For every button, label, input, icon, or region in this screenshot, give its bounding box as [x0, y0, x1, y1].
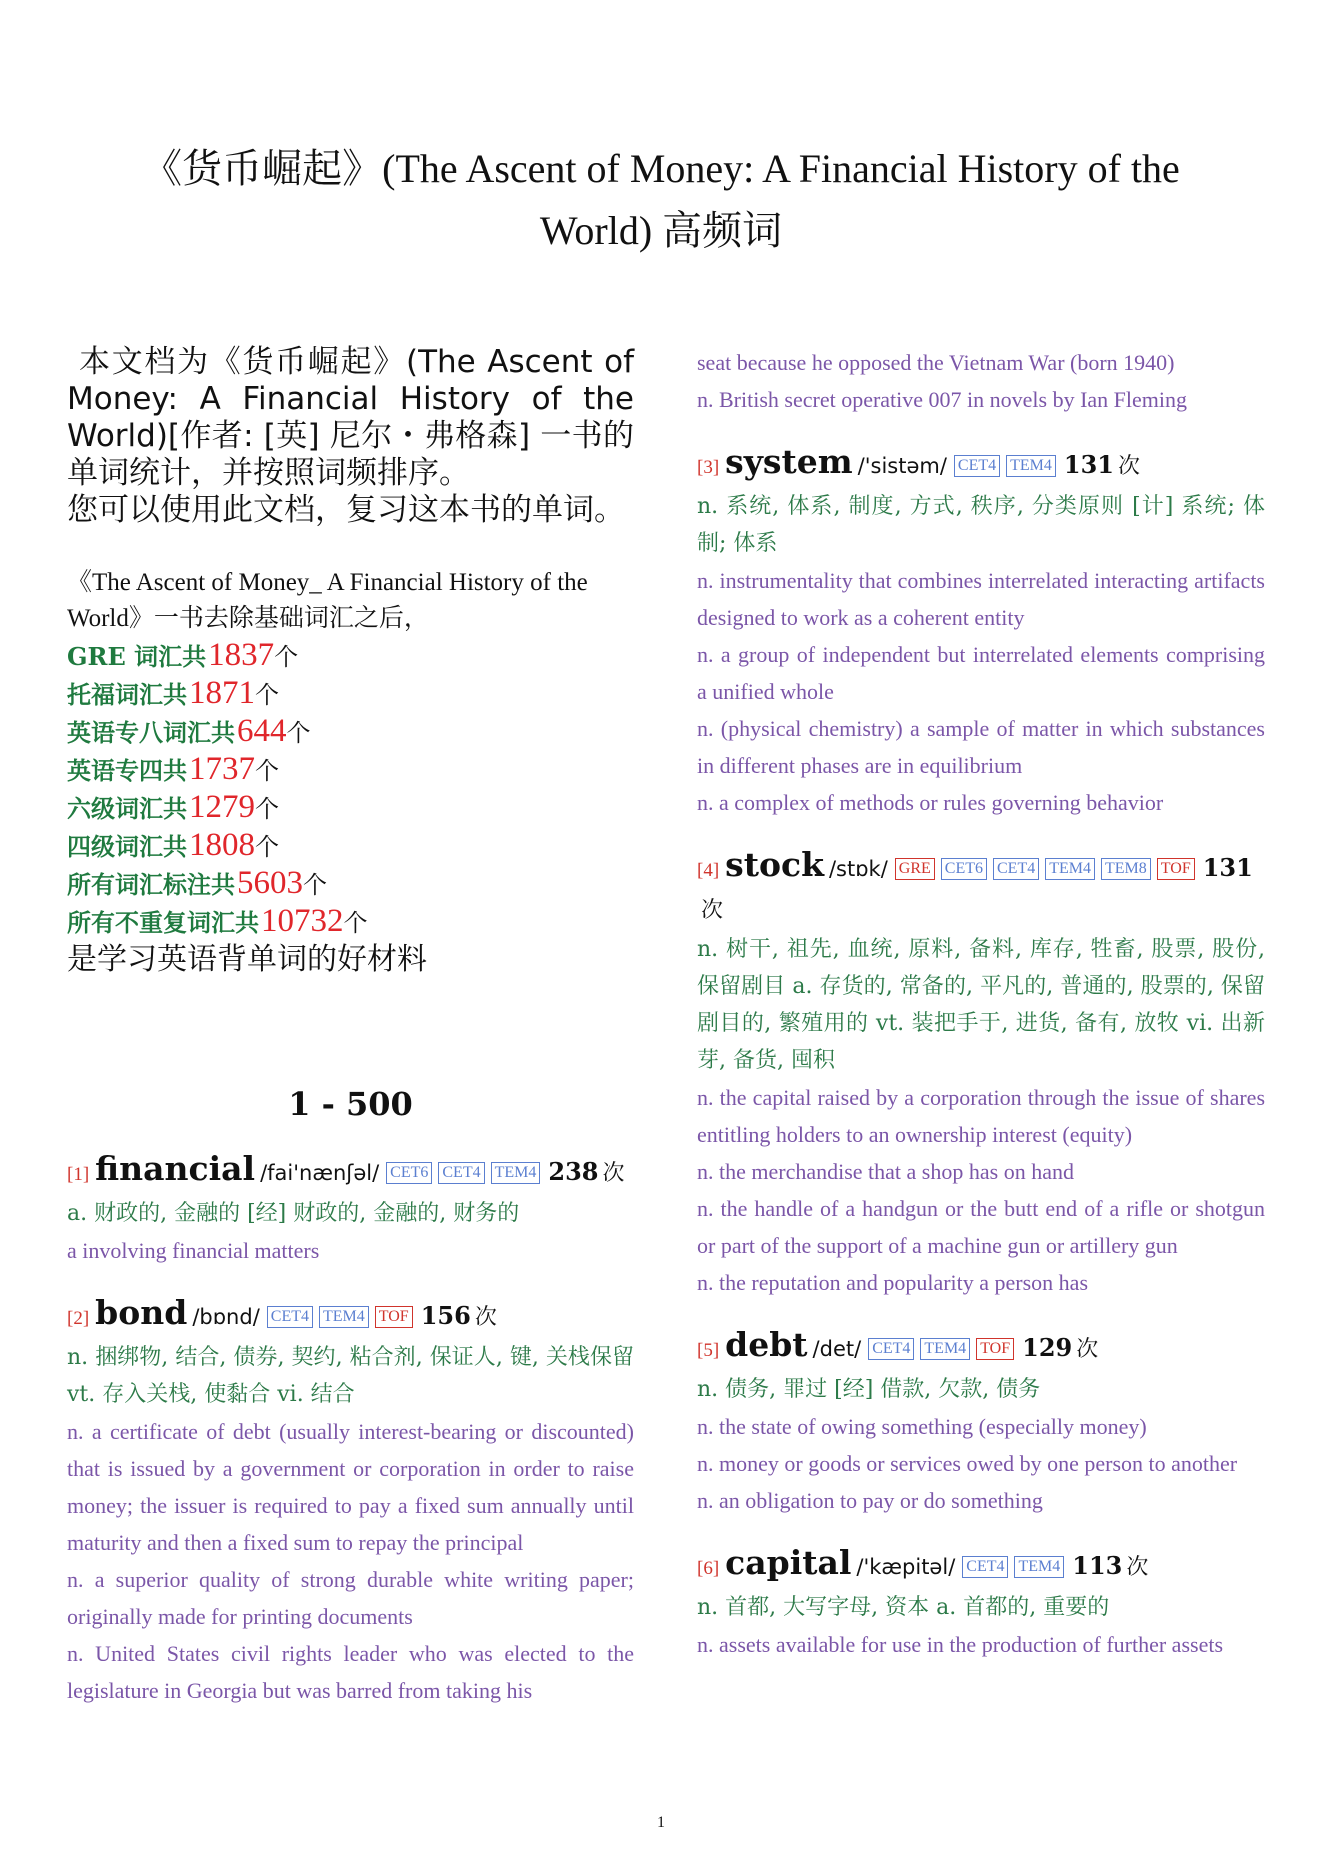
- summary-count: 5603: [237, 865, 303, 901]
- range-heading: 1 - 500: [288, 1085, 413, 1123]
- tag-tem4: TEM4: [1006, 455, 1056, 477]
- summary-unit: 个: [274, 643, 299, 671]
- summary-label: 英语专四共: [67, 756, 187, 785]
- entry-frequency: 131: [1202, 853, 1253, 882]
- page-number: 1: [657, 1814, 665, 1831]
- entry-frequency-unit: 次: [602, 1161, 625, 1186]
- tag-cet6: CET6: [386, 1162, 432, 1184]
- entry-frequency-unit: 次: [1076, 1337, 1099, 1362]
- entry-english-definition: n. the state of owing something (especially money): [697, 1414, 1147, 1439]
- summary-count: 1808: [189, 827, 255, 863]
- entry-phonetic: /'kæpitəl/: [856, 1555, 956, 1579]
- entry-word: debt: [725, 1325, 808, 1364]
- entry-english-definition: n. a group of independent but interrelated elements comprising a unified whole: [697, 642, 1265, 704]
- entry-word: capital: [725, 1543, 852, 1582]
- summary-unit: 个: [286, 719, 311, 747]
- word-entry-bond-continued: [697, 344, 1265, 418]
- tag-cet4: CET4: [868, 1338, 914, 1360]
- tag-cet4: CET4: [267, 1306, 313, 1328]
- entry-phonetic: /det/: [812, 1337, 862, 1361]
- entry-index: [6]: [697, 1558, 720, 1579]
- entry-english-definition: n. the reputation and popularity a person has: [697, 1270, 1089, 1295]
- entry-english-definition: n. (physical chemistry) a sample of matter in which substances in different phases are in equilibrium: [697, 716, 1265, 778]
- entry-chinese-definition: a. 财政的, 金融的 [经] 财政的, 金融的, 财务的: [67, 1201, 520, 1226]
- summary-label: 所有词汇标注共: [67, 870, 235, 899]
- tag-tem4: TEM4: [920, 1338, 970, 1360]
- entry-english-definition: n. money or goods or services owed by one person to another: [697, 1451, 1238, 1476]
- summary-unit: 个: [303, 871, 327, 899]
- entry-english-definition: seat because he opposed the Vietnam War (born 1940): [697, 350, 1175, 375]
- entry-index: [3]: [697, 457, 720, 478]
- summary-count: 10732: [261, 903, 344, 939]
- summary-count: 644: [237, 713, 287, 749]
- intro-line-1: 本文档为《货币崛起》(The Ascent of Money: A Financial History of the World)[作者: [英] 尼尔・弗格森] 一书的单词统计，并按照词频排序。: [67, 344, 634, 491]
- entry-head: [697, 1543, 1265, 1589]
- entry-english-definition: n. instrumentality that combines interrelated interacting artifacts designed to work as a coherent entity: [697, 568, 1265, 630]
- summary-count: 1871: [189, 675, 255, 711]
- entry-english-definition: n. a superior quality of strong durable white writing paper; originally made for printing documents: [67, 1567, 634, 1629]
- tag-tem4: TEM4: [1045, 858, 1095, 880]
- right-column: [697, 344, 1265, 1687]
- entry-english-definition: n. United States civil rights leader who was elected to the legislature in Georgia but was barred from taking his: [67, 1641, 634, 1703]
- summary-unit: 个: [255, 757, 279, 785]
- entry-phonetic: /stɒk/: [828, 857, 888, 881]
- entry-head: [697, 1325, 1265, 1371]
- entry-head: [697, 845, 1265, 931]
- vocab-summary: [67, 565, 634, 979]
- entry-chinese-definition: n. 系统, 体系, 制度, 方式, 秩序, 分类原则 [计] 系统; 体制; 体系: [697, 494, 1265, 556]
- summary-label: 托福词汇共: [67, 680, 187, 709]
- word-entry-debt: [697, 1325, 1265, 1519]
- summary-lead: 《The Ascent of Money_ A Financial History of the World》一书去除基础词汇之后，: [67, 569, 588, 632]
- entry-frequency-unit: 次: [701, 898, 724, 923]
- summary-label: 四级词汇共: [67, 832, 187, 861]
- entry-english-definition: n. British secret operative 007 in novels by Ian Fleming: [697, 387, 1188, 412]
- summary-unit: 个: [255, 795, 279, 823]
- word-entry-financial: [67, 1149, 634, 1269]
- intro-line-2: 您可以使用此文档，复习这本书的单词。: [67, 492, 625, 528]
- entry-word: financial: [95, 1149, 256, 1188]
- entry-head: [67, 1293, 634, 1339]
- word-entry-system: [697, 442, 1265, 821]
- tag-cet6: CET6: [941, 858, 987, 880]
- entry-english-definition: n. the handle of a handgun or the butt end of a rifle or shotgun or part of the support of a machine gun or artillery gun: [697, 1196, 1265, 1258]
- summary-row: [67, 903, 634, 941]
- tag-tem8: TEM8: [1101, 858, 1151, 880]
- tag-tem4: TEM4: [1014, 1556, 1064, 1578]
- entry-english-definition: n. the capital raised by a corporation through the issue of shares entitling holders to an ownership interest (equity): [697, 1085, 1265, 1147]
- entry-index: [4]: [697, 860, 720, 881]
- summary-row: [67, 865, 634, 903]
- summary-row: [67, 637, 634, 675]
- tag-gre: GRE: [895, 858, 935, 880]
- summary-count: 1737: [189, 751, 255, 787]
- word-entry-capital: [697, 1543, 1265, 1663]
- tag-cet4: CET4: [438, 1162, 484, 1184]
- entry-head: [697, 442, 1265, 488]
- entry-frequency: 129: [1022, 1333, 1073, 1362]
- summary-row: [67, 789, 634, 827]
- entry-frequency: 113: [1072, 1551, 1123, 1580]
- tag-tof: TOF: [375, 1306, 413, 1328]
- entry-english-definition: n. assets available for use in the production of further assets: [697, 1632, 1224, 1657]
- tag-cet4: CET4: [993, 858, 1039, 880]
- entry-frequency: 131: [1063, 450, 1115, 479]
- tag-tem4: TEM4: [319, 1306, 369, 1328]
- tag-cet4: CET4: [962, 1556, 1008, 1578]
- entry-chinese-definition: n. 首都, 大写字母, 资本 a. 首都的, 重要的: [697, 1595, 1110, 1620]
- entry-phonetic: /fai'nænʃəl/: [260, 1161, 380, 1185]
- left-column: [67, 344, 634, 1733]
- entry-index: [2]: [67, 1308, 90, 1329]
- entry-chinese-definition: n. 捆绑物, 结合, 债券, 契约, 粘合剂, 保证人, 键, 关栈保留 vt. 存入关栈, 使黏合 vi. 结合: [67, 1345, 634, 1407]
- summary-row: [67, 713, 634, 751]
- summary-row: [67, 827, 634, 865]
- summary-label: 所有不重复词汇共: [67, 908, 259, 937]
- entry-chinese-definition: n. 树干, 祖先, 血统, 原料, 备料, 库存, 牲畜, 股票, 股份, 保留剧目 a. 存货的, 常备的, 平凡的, 普通的, 股票的, 保留剧目的, 繁殖用的 vt. 装把手于, 进货, 备有, 放牧 vi. 出新芽, 备货, 囤积: [697, 937, 1265, 1073]
- entry-english-definition: n. a certificate of debt (usually interest-bearing or discounted) that is issued by a government or corporation in order to raise money; the issuer is required to pay a fixed sum annually until maturity and then a fixed sum to repay the principal: [67, 1419, 634, 1555]
- summary-unit: 个: [255, 681, 279, 709]
- entry-frequency-unit: 次: [474, 1305, 497, 1330]
- summary-count: 1279: [189, 789, 255, 825]
- summary-closing: 是学习英语背单词的好材料: [67, 942, 427, 977]
- entry-english-definition: n. an obligation to pay or do something: [697, 1488, 1043, 1513]
- entry-index: [1]: [67, 1164, 90, 1185]
- entry-frequency-unit: 次: [1126, 1555, 1149, 1580]
- entry-word: stock: [725, 845, 824, 884]
- entry-english-definition: n. a complex of methods or rules governing behavior: [697, 790, 1164, 815]
- intro-text: [67, 344, 634, 529]
- entry-chinese-definition: n. 债务, 罪过 [经] 借款, 欠款, 债务: [697, 1377, 1041, 1402]
- entry-frequency-unit: 次: [1118, 454, 1141, 479]
- summary-unit: 个: [343, 909, 368, 937]
- summary-label: 英语专八词汇共: [67, 718, 235, 747]
- entry-word: system: [725, 442, 853, 481]
- summary-label: GRE 词汇共: [67, 642, 207, 671]
- summary-row: [67, 751, 634, 789]
- summary-row: [67, 675, 634, 713]
- tag-tof: TOF: [1157, 858, 1195, 880]
- word-entry-bond: [67, 1293, 634, 1709]
- entry-english-definition: a involving financial matters: [67, 1238, 320, 1263]
- entry-phonetic: /bɒnd/: [192, 1305, 260, 1329]
- entry-phonetic: /'sistəm/: [857, 454, 947, 478]
- tag-cet4: CET4: [954, 455, 1000, 477]
- page-title: 《货币崛起》(The Ascent of Money: A Financial History of the World) 高频词: [142, 146, 1180, 253]
- tag-tem4: TEM4: [491, 1162, 541, 1184]
- summary-count: 1837: [208, 637, 275, 673]
- entry-head: [67, 1149, 634, 1195]
- summary-label: 六级词汇共: [67, 794, 187, 823]
- word-entry-stock: [697, 845, 1265, 1301]
- entry-frequency: 238: [548, 1157, 599, 1186]
- summary-unit: 个: [255, 833, 279, 861]
- entry-word: bond: [95, 1293, 188, 1332]
- entry-english-definition: n. the merchandise that a shop has on hand: [697, 1159, 1074, 1184]
- entry-frequency: 156: [420, 1301, 471, 1330]
- entry-index: [5]: [697, 1340, 720, 1361]
- tag-tof: TOF: [976, 1338, 1014, 1360]
